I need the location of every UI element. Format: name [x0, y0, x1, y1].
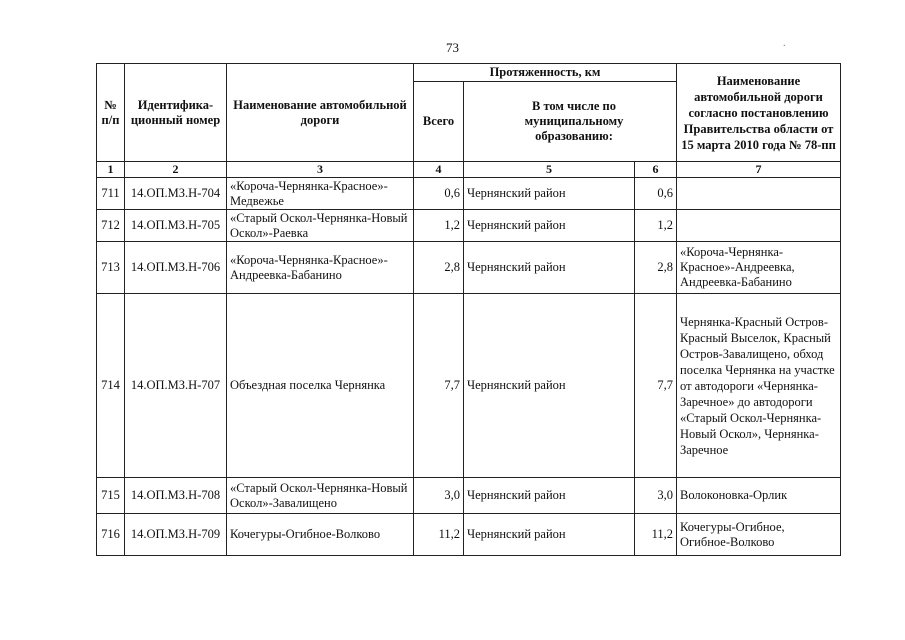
row-id: 14.ОП.МЗ.Н-706: [125, 242, 227, 294]
row-num: 715: [97, 478, 125, 514]
table-row: [97, 178, 841, 210]
row-num: 714: [97, 294, 125, 478]
row-district-length: 11,2: [635, 514, 677, 556]
row-id: 14.ОП.МЗ.Н-704: [125, 178, 227, 210]
row-name: «Короча-Чернянка-Красное»-Медвежье: [227, 178, 414, 210]
row-id: 14.ОП.МЗ.Н-708: [125, 478, 227, 514]
header-total: Всего: [414, 82, 464, 162]
table-row: [97, 210, 841, 242]
col-number-5: 5: [464, 162, 635, 178]
row-district-length: 0,6: [635, 178, 677, 210]
row-district: Чернянский район: [464, 478, 635, 514]
scan-speck: .: [783, 38, 786, 49]
row-num: 711: [97, 178, 125, 210]
row-govname: Чернянка-Красный Остров-Красный Выселок, Красный Остров-Завалищено, обход поселка Чернянка на участке от автодороги «Чернянка-Заречное» до автодороги «Старый Оскол-Чернянка-Новый Оскол», Чернянка-Заречное: [677, 294, 841, 478]
header-num: № п/п: [97, 64, 125, 162]
row-total: 11,2: [414, 514, 464, 556]
table-row: [97, 294, 841, 478]
row-name: «Короча-Чернянка-Красное»-Андреевка-Бабанино: [227, 242, 414, 294]
row-num: 712: [97, 210, 125, 242]
row-govname: Волоконовка-Орлик: [677, 478, 841, 514]
row-id: 14.ОП.МЗ.Н-707: [125, 294, 227, 478]
table-row: [97, 514, 841, 556]
header-length: Протяженность, км: [414, 64, 677, 82]
row-district-length: 2,8: [635, 242, 677, 294]
row-name: Объездная поселка Чернянка: [227, 294, 414, 478]
header-id: Идентифика- ционный номер: [125, 64, 227, 162]
row-num: 716: [97, 514, 125, 556]
col-number-3: 3: [227, 162, 414, 178]
row-district: Чернянский район: [464, 242, 635, 294]
roads-table: [96, 63, 841, 556]
row-govname: [677, 210, 841, 242]
row-name: Кочегуры-Огибное-Волково: [227, 514, 414, 556]
row-id: 14.ОП.МЗ.Н-709: [125, 514, 227, 556]
col-number-7: 7: [677, 162, 841, 178]
row-district-length: 7,7: [635, 294, 677, 478]
row-id: 14.ОП.МЗ.Н-705: [125, 210, 227, 242]
header-including: В том числе по муниципальному образованию:: [464, 82, 677, 162]
col-number-1: 1: [97, 162, 125, 178]
header-name: Наименование автомобильной дороги: [227, 64, 414, 162]
row-govname: Кочегуры-Огибное, Огибное-Волково: [677, 514, 841, 556]
table-row: [97, 478, 841, 514]
row-district: Чернянский район: [464, 294, 635, 478]
row-district: Чернянский район: [464, 514, 635, 556]
row-name: «Старый Оскол-Чернянка-Новый Оскол»-Раевка: [227, 210, 414, 242]
row-name: «Старый Оскол-Чернянка-Новый Оскол»-Завалищено: [227, 478, 414, 514]
row-total: 2,8: [414, 242, 464, 294]
row-govname: «Короча-Чернянка-Красное»-Андреевка, Андреевка-Бабанино: [677, 242, 841, 294]
col-number-6: 6: [635, 162, 677, 178]
col-number-2: 2: [125, 162, 227, 178]
row-total: 0,6: [414, 178, 464, 210]
table-row: [97, 242, 841, 294]
row-total: 3,0: [414, 478, 464, 514]
row-num: 713: [97, 242, 125, 294]
row-district-length: 1,2: [635, 210, 677, 242]
row-govname: [677, 178, 841, 210]
header-govname: Наименование автомобильной дороги согласно постановлению Правительства области от 15 марта 2010 года № 78-пп: [677, 64, 841, 162]
row-district: Чернянский район: [464, 178, 635, 210]
row-total: 7,7: [414, 294, 464, 478]
row-total: 1,2: [414, 210, 464, 242]
page-number: 73: [446, 40, 459, 55]
col-number-4: 4: [414, 162, 464, 178]
row-district: Чернянский район: [464, 210, 635, 242]
row-district-length: 3,0: [635, 478, 677, 514]
